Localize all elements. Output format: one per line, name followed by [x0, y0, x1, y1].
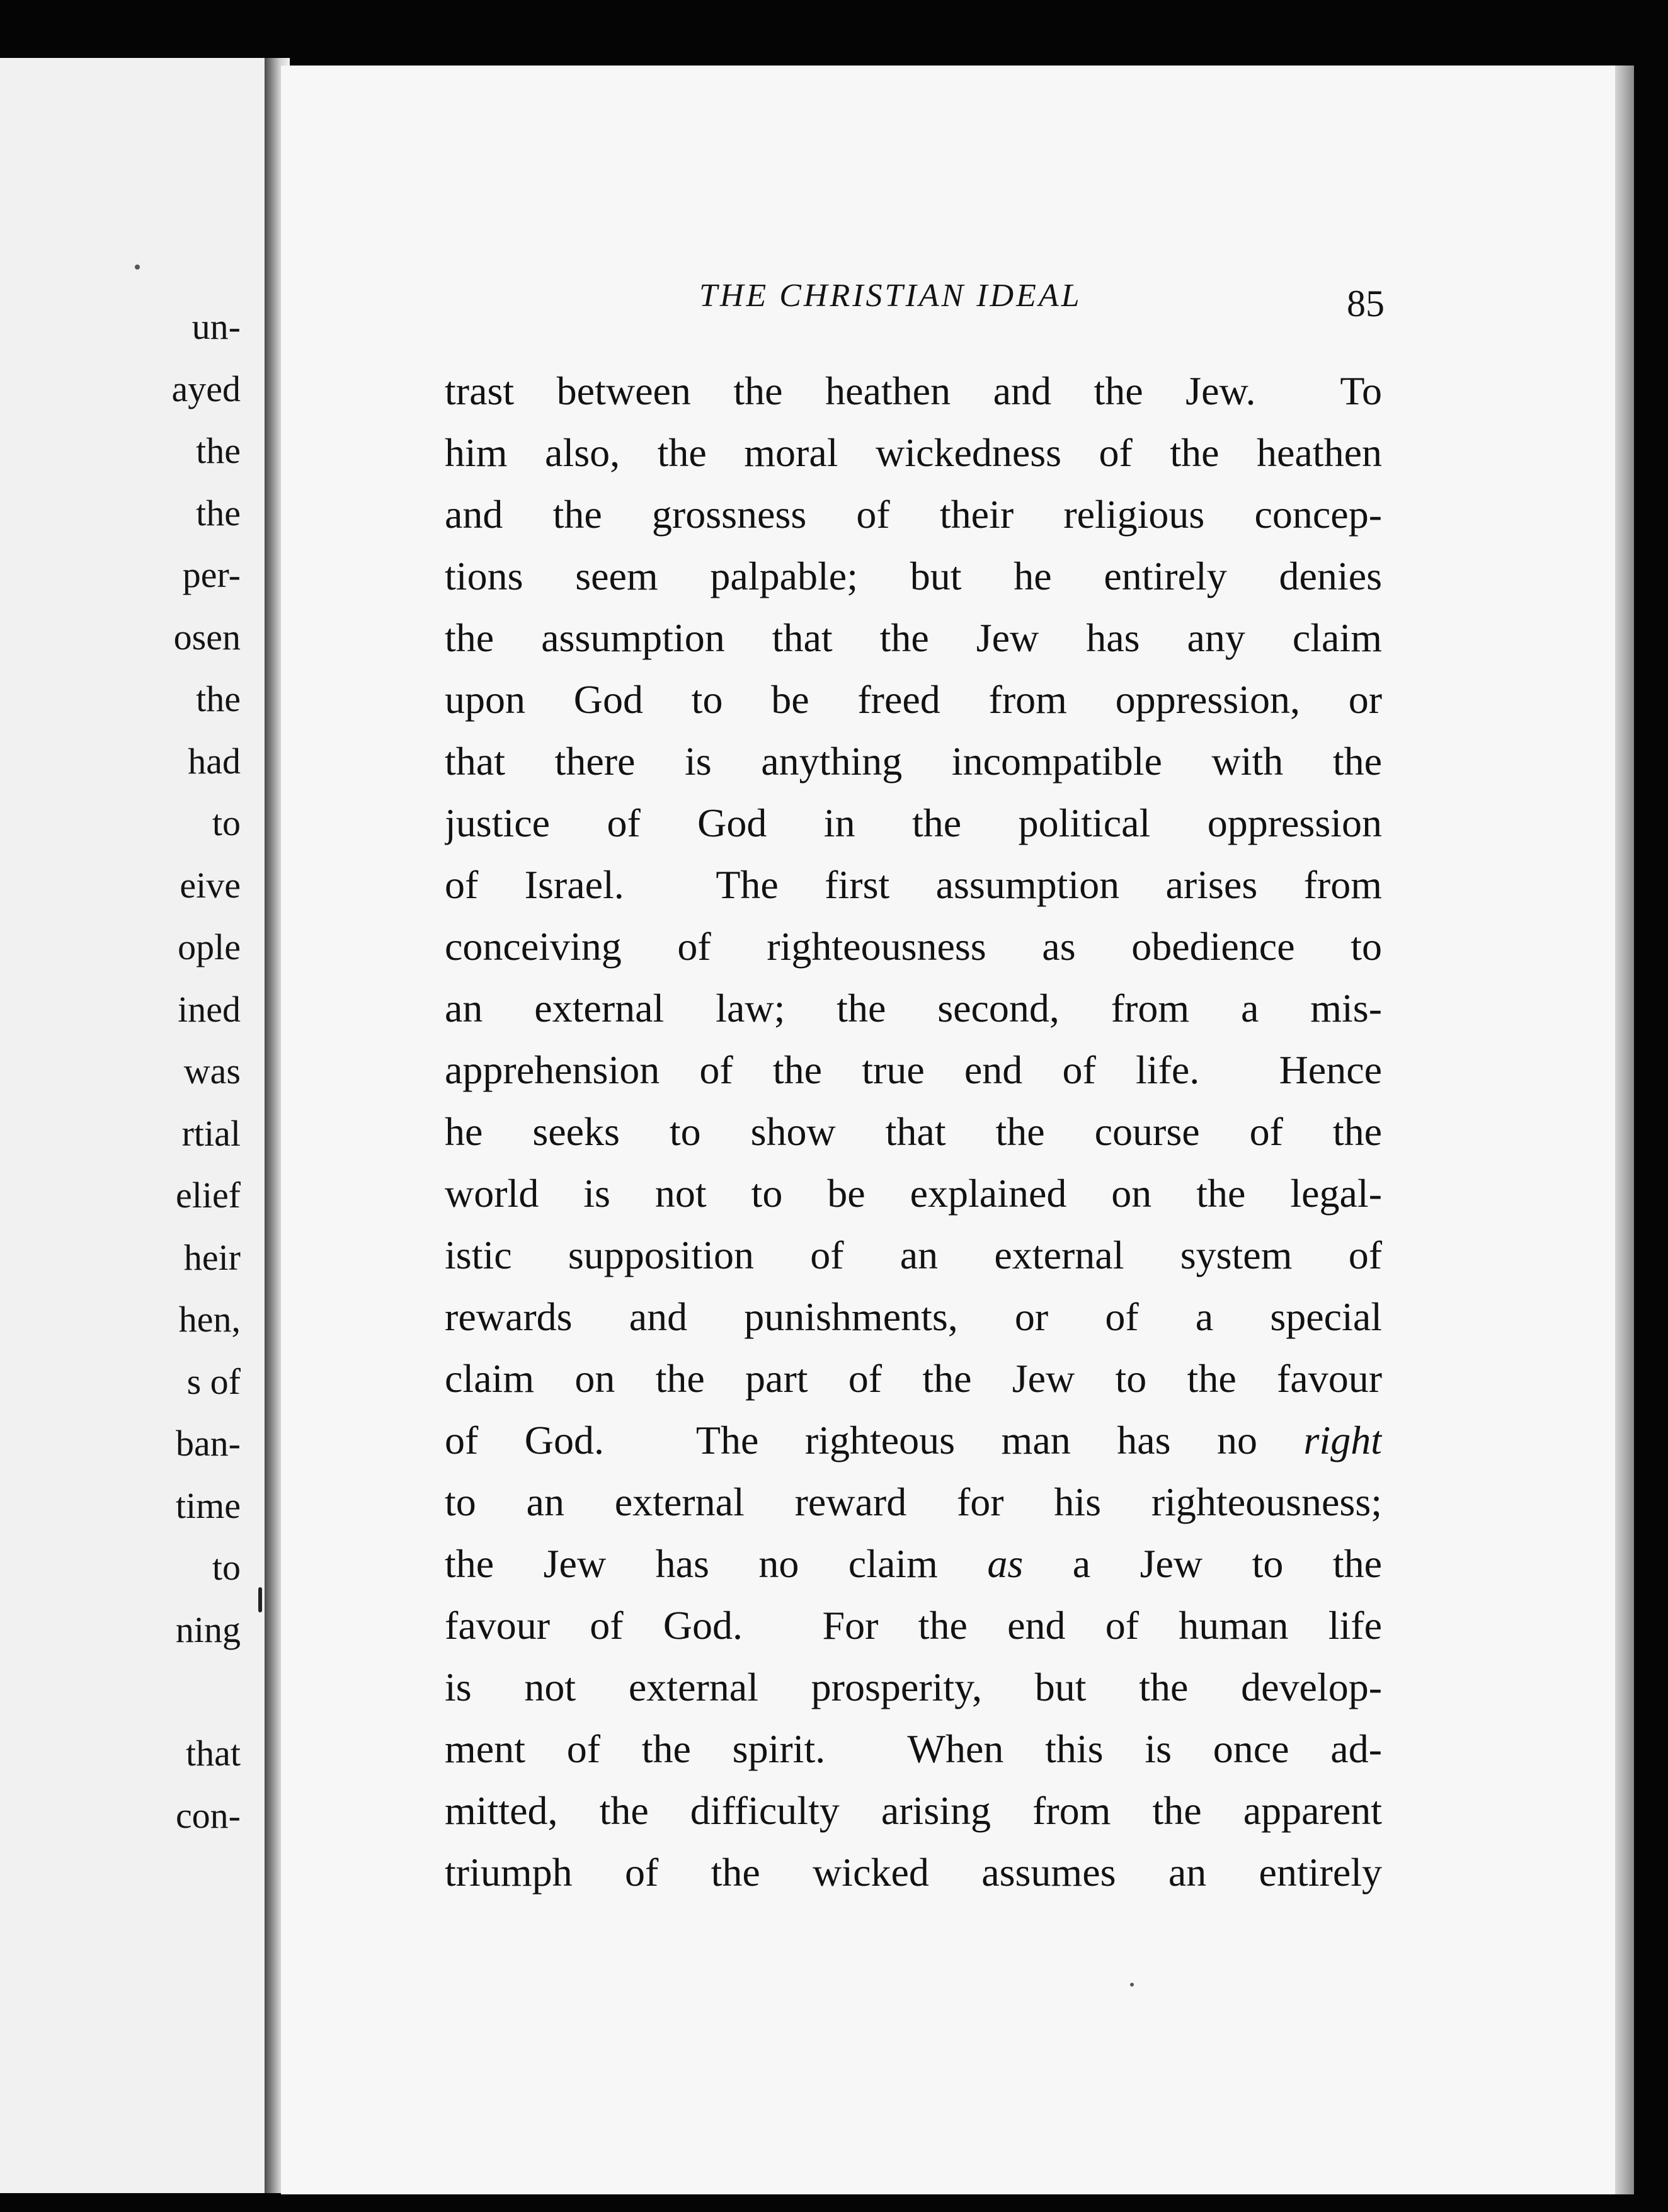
facing-page-left — [0, 58, 268, 2193]
page-edge — [1615, 66, 1634, 2194]
facing-page-fragment: was — [183, 1051, 241, 1092]
text-line: trast between the heathen and the Jew. To — [445, 368, 1382, 413]
facing-page-fragment: ayed — [171, 368, 241, 409]
dust-speck — [258, 1587, 262, 1612]
text-line: conceiving of righteousness as obedience to — [445, 924, 1382, 969]
facing-page-fragment: per- — [182, 554, 241, 595]
facing-page-fragment: heir — [183, 1236, 241, 1278]
text-line: him also, the moral wickedness of the heathen — [445, 430, 1382, 475]
facing-page-fragment: s of — [186, 1360, 241, 1402]
text-line: rewards and punishments, or of a special — [445, 1294, 1382, 1339]
text-line: an external law; the second, from a mis- — [445, 986, 1382, 1030]
facing-page-fragment: ined — [178, 988, 241, 1030]
facing-page-fragment: ople — [178, 926, 241, 967]
text-line: triumph of the wicked assumes an entirely — [445, 1850, 1382, 1895]
facing-page-fragment: eive — [180, 864, 241, 906]
text-line: of Israel. The first assumption arises from — [445, 862, 1382, 907]
text-line: that there is anything incompatible with the — [445, 739, 1382, 784]
facing-page-fragment: con- — [175, 1794, 241, 1836]
italic-emphasis: as — [987, 1541, 1024, 1586]
text-segment: the Jew has no claim — [445, 1541, 988, 1586]
facing-page-fragment: had — [188, 740, 241, 782]
facing-page-fragment: un- — [191, 306, 241, 347]
facing-page-fragment: hen, — [178, 1299, 241, 1340]
page-number: 85 — [1347, 283, 1385, 324]
text-line: world is not to be explained on the legal- — [445, 1171, 1382, 1216]
text-line: ment of the spirit. When this is once ad- — [445, 1726, 1382, 1771]
facing-page-fragment: the — [196, 678, 241, 719]
facing-page-fragment: ban- — [175, 1423, 241, 1464]
text-line: the assumption that the Jew has any claim — [445, 615, 1382, 660]
dust-speck — [1130, 1983, 1134, 1987]
facing-page-fragment: ning — [175, 1609, 241, 1650]
italic-emphasis: right — [1303, 1418, 1382, 1462]
text-line: he seeks to show that the course of the — [445, 1109, 1382, 1154]
body-text — [445, 360, 1382, 1903]
text-line: mitted, the difficulty arising from the apparent — [445, 1788, 1382, 1833]
facing-page-fragment: to — [212, 802, 241, 843]
facing-page-fragment: time — [175, 1485, 241, 1526]
text-segment: a Jew to the — [1023, 1541, 1382, 1586]
facing-page-fragment: that — [186, 1733, 241, 1774]
facing-page-fragment: to — [212, 1547, 241, 1588]
facing-page-fragment: elief — [175, 1175, 241, 1216]
text-line: favour of God. For the end of human life — [445, 1603, 1382, 1648]
text-line: and the grossness of their religious concep- — [445, 492, 1382, 537]
facing-page-fragment: rtial — [181, 1112, 241, 1154]
facing-page-fragment: the — [196, 492, 241, 533]
text-segment: of God. The righteous man has no — [445, 1418, 1304, 1462]
text-line: upon God to be freed from oppression, or — [445, 677, 1382, 722]
text-line — [445, 1410, 1382, 1471]
text-line: tions seem palpable; but he entirely denies — [445, 554, 1382, 598]
facing-page-fragment: the — [196, 430, 241, 471]
text-line: istic supposition of an external system of — [445, 1233, 1382, 1277]
text-line: apprehension of the true end of life. Hence — [445, 1047, 1382, 1092]
running-head: THE CHRISTIAN IDEAL — [699, 278, 1082, 314]
text-line — [445, 1533, 1382, 1595]
facing-page-fragment: osen — [173, 616, 241, 658]
text-line: justice of God in the political oppression — [445, 801, 1382, 845]
text-line: is not external prosperity, but the develop- — [445, 1665, 1382, 1709]
text-line: to an external reward for his righteousness; — [445, 1479, 1382, 1524]
dust-speck — [135, 265, 140, 270]
text-line: claim on the part of the Jew to the favour — [445, 1356, 1382, 1401]
